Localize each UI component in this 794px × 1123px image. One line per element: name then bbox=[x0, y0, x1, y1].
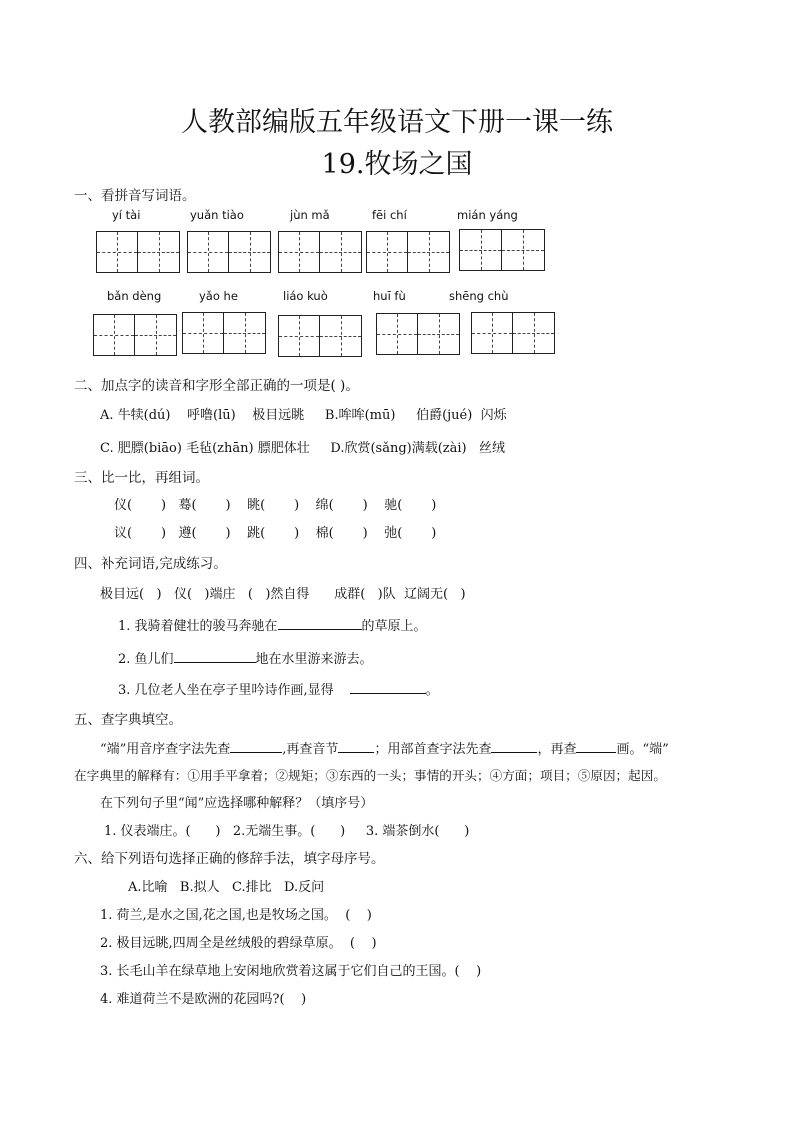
dictionary-text: ，再查 bbox=[537, 742, 577, 757]
rhetoric-question: 1. 荷兰,是水之国,花之国,也是牧场之国。 ( ) bbox=[100, 908, 372, 923]
options-line: A. 牛犊(dú) 呼噜(lū) 极目远眺 B.哞哞(mū) 伯爵(jué) 闪烁 bbox=[100, 408, 507, 423]
writing-grid[interactable] bbox=[459, 229, 545, 271]
writing-grid[interactable] bbox=[278, 315, 362, 357]
dictionary-text: ；用部首查字法先查 bbox=[374, 742, 492, 757]
sentence-choices: 1. 仪表端庄。( ) 2.无端生事。( ) 3. 端茶倒水( ) bbox=[104, 824, 470, 839]
pinyin-label: bǎn dèng bbox=[107, 289, 162, 303]
question-text: 3. 几位老人坐在亭子里吟诗作画,显得 bbox=[118, 683, 334, 698]
section-5-heading: 五、查字典填空。 bbox=[74, 712, 182, 728]
idiom-line: 极目远( ) 仪( )端庄 ( )然自得 成群( )队 辽阔无( ) bbox=[100, 587, 466, 602]
pinyin-label: yuǎn tiào bbox=[190, 208, 244, 222]
writing-grid[interactable] bbox=[187, 231, 271, 273]
writing-grid[interactable] bbox=[182, 312, 266, 354]
definitions-line: 在字典里的解释有：①用手平拿着；②规矩；③东西的一头；事情的开头；④方面；项目；⑤原因；起因。 bbox=[74, 768, 666, 783]
question-text: 。 bbox=[425, 683, 439, 698]
dictionary-text: “端”用音序查字法先查 bbox=[100, 742, 231, 757]
section-1-heading: 一、看拼音写词语。 bbox=[74, 188, 196, 204]
answer-blank[interactable] bbox=[230, 738, 282, 753]
writing-grid[interactable] bbox=[471, 312, 555, 354]
writing-grid[interactable] bbox=[93, 314, 177, 356]
question-text: 地在水里游来游去。 bbox=[255, 652, 373, 667]
dictionary-text: 画。“端” bbox=[616, 742, 669, 757]
answer-blank[interactable] bbox=[278, 615, 362, 630]
section-3-heading: 三、比一比，再组词。 bbox=[74, 470, 209, 486]
writing-grid[interactable] bbox=[376, 313, 460, 355]
pinyin-label: mián yáng bbox=[457, 208, 518, 222]
section-6-heading: 六、给下列语句选择正确的修辞手法，填字母序号。 bbox=[74, 851, 385, 867]
question-item bbox=[118, 615, 427, 634]
instruction-line: 在下列句子里“闻”应选择哪种解释？（填序号） bbox=[100, 796, 374, 811]
answer-blank[interactable] bbox=[576, 738, 616, 753]
writing-grid[interactable] bbox=[366, 231, 450, 273]
dictionary-line bbox=[100, 738, 669, 757]
question-item bbox=[118, 648, 373, 667]
lesson-title: 19.牧场之国 bbox=[321, 149, 473, 180]
section-4-heading: 四、补充词语,完成练习。 bbox=[74, 556, 227, 572]
answer-blank[interactable] bbox=[491, 738, 537, 753]
question-text: 1. 我骑着健壮的骏马奔驰在 bbox=[118, 619, 278, 634]
question-text: 的草原上。 bbox=[361, 619, 427, 634]
rhetoric-question: 3. 长毛山羊在绿草地上安闲地欣赏着这属于它们自己的王国。( ) bbox=[100, 964, 482, 979]
pinyin-label: jùn mǎ bbox=[290, 208, 330, 222]
dictionary-text: ,再查音节 bbox=[282, 742, 339, 757]
pinyin-label: shēng chù bbox=[449, 289, 509, 303]
pinyin-label: yí tài bbox=[112, 208, 141, 222]
answer-blank[interactable] bbox=[174, 648, 256, 663]
pinyin-label: yǎo he bbox=[199, 289, 238, 303]
pinyin-label: fēi chí bbox=[372, 208, 407, 222]
answer-blank[interactable] bbox=[350, 679, 426, 694]
page-title: 人教部编版五年级语文下册一课一练 bbox=[181, 107, 613, 138]
question-text: 2. 鱼儿们 bbox=[118, 652, 174, 667]
compare-line: 议( ) 遵( ) 跳( ) 棉( ) 弛( ) bbox=[114, 526, 437, 541]
question-item bbox=[118, 679, 439, 698]
answer-blank[interactable] bbox=[338, 738, 374, 753]
rhetoric-options: A.比喻 B.拟人 C.排比 D.反问 bbox=[128, 880, 325, 895]
compare-line: 仪( ) 蓦( ) 眺( ) 绵( ) 驰( ) bbox=[114, 498, 437, 513]
writing-grid[interactable] bbox=[96, 231, 180, 273]
section-2-heading: 二、加点字的读音和字形全部正确的一项是( )。 bbox=[74, 378, 359, 394]
rhetoric-question: 4. 难道荷兰不是欧洲的花园吗?( ) bbox=[100, 992, 307, 1007]
rhetoric-question: 2. 极目远眺,四周全是丝绒般的碧绿草原。 ( ) bbox=[100, 936, 377, 951]
writing-grid[interactable] bbox=[278, 231, 362, 273]
pinyin-label: huī fù bbox=[373, 289, 406, 303]
options-line: C. 肥膘(biāo) 毛毡(zhān) 膘肥体壮 D.欣赏(sǎng)满载(zài) 丝绒 bbox=[100, 441, 506, 456]
pinyin-label: liáo kuò bbox=[283, 289, 328, 303]
